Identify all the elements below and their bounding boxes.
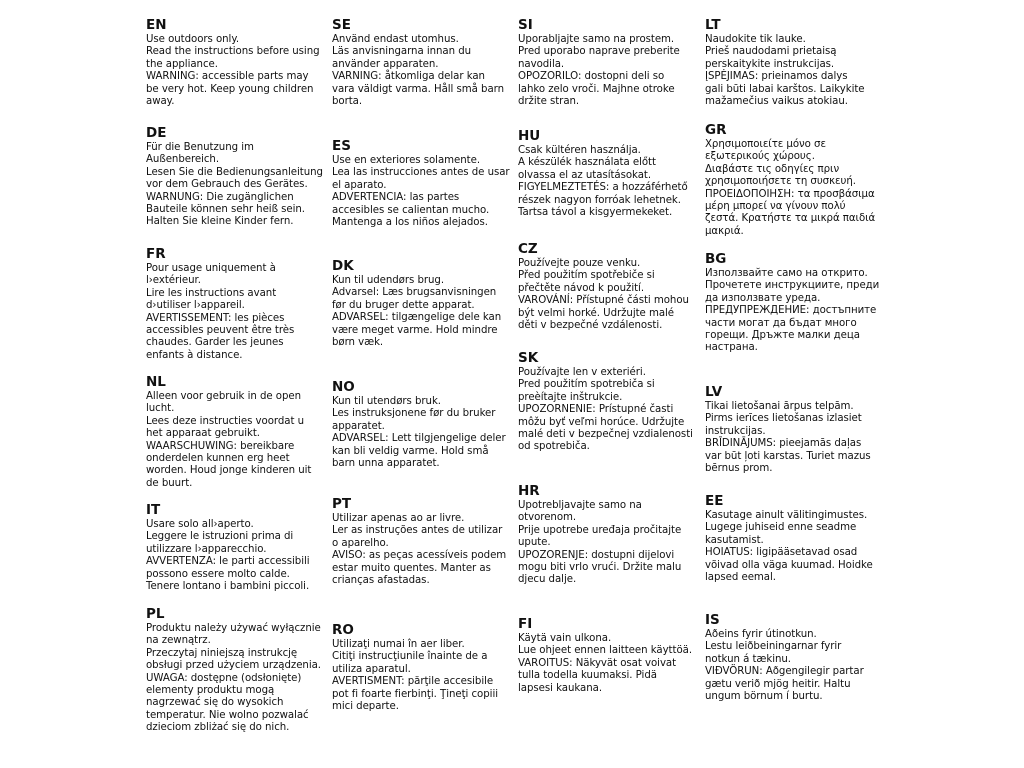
section-en	[146, 17, 324, 108]
language-text: Utilizar apenas ao ar livre. Ler as instruções antes de utilizar o aparelho. AVISO: as peças acessíveis podem estar muito quentes. Manter as crianças afastadas.	[332, 513, 507, 587]
language-text: Kun til utendørs bruk. Les instruksjonene før du bruker apparatet. ADVARSEL: Lett tilgjengelige deler kan bli veldig varme. Hold små barn unna apparatet.	[332, 396, 506, 470]
language-text: Använd endast utomhus. Läs anvisningarna innan du använder apparaten. VARNING: åtkomliga delar kan vara väldigt varma. Håll små barn borta.	[332, 34, 505, 108]
section-lv	[705, 384, 883, 475]
section-fr	[146, 246, 324, 362]
language-code: SK	[518, 350, 539, 366]
section-sk	[518, 350, 696, 454]
language-text: Uporabljajte samo na prostem. Pred uporabo naprave preberite navodila. OPOZORILO: dostopni deli so lahko zelo vroči. Majhne otroke držite stran.	[518, 34, 680, 108]
section-fi	[518, 616, 696, 695]
language-code: CZ	[518, 241, 538, 257]
language-code: EE	[705, 493, 724, 509]
section-hu	[518, 128, 696, 219]
section-bg	[705, 251, 883, 355]
section-nl	[146, 374, 324, 490]
language-code: IT	[146, 502, 161, 518]
language-text: Pour usage uniquement à l›extérieur. Lire les instructions avant d›utiliser l›appareil. AVERTISSEMENT: les pièces accessibles peuvent être très chaudes. Garder les jeunes enfants à distance.	[146, 263, 295, 361]
language-text: Използвайте само на открито. Прочетете инструкциите, преди да използвате уреда. ПРЕДУПРЕЖДЕНИЕ: достъпните части могат да бъдат много горещи. Дръжте малки деца настрана.	[705, 268, 880, 354]
language-text: Aðeins fyrir útinotkun. Lestu leiðbeiningarnar fyrir notkun á tækinu. VIÐVÖRUN: Aðgengilegir partar gætu verið mjög heitir. Haltu ungum börnum í burtu.	[705, 629, 864, 703]
language-code: PL	[146, 606, 165, 622]
language-text: Χρησιμοποιείτε μόνο σε εξωτερικούς χώρους. Διαβάστε τις οδηγίες πριν χρησιμοποιήσετε τη συσκευή. ΠΡΟΕΙΔΟΠΟΙΗΣΗ: τα προσβάσιμα μέρη μπορεί να γίνουν πολύ ζεστά. Κρατήστε τα μικρά παιδιά μακριά.	[705, 139, 876, 237]
section-pl	[146, 606, 324, 735]
language-code: PT	[332, 496, 352, 512]
section-si	[518, 17, 696, 108]
language-code: FR	[146, 246, 166, 262]
language-text: Utilizaţi numai în aer liber. Citiţi instrucţiunile înainte de a utiliza aparatul. AVERTISMENT: părţile accesibile pot fi foarte fierbinţi. Ţineţi copiii mici departe.	[332, 639, 499, 713]
language-text: Für die Benutzung im Außenbereich. Lesen Sie die Bedienungsanleitung vor dem Gebrauch des Gerätes. WARNUNG: Die zugänglichen Bauteile können sehr heiß sein. Halten Sie kleine Kinder fern.	[146, 142, 323, 228]
language-code: IS	[705, 612, 720, 628]
section-pt	[332, 496, 510, 587]
section-cz	[518, 241, 696, 332]
language-code: HR	[518, 483, 540, 499]
section-gr	[705, 122, 883, 238]
language-text: Používajte len v exteriéri. Pred použitím spotrebiča si preèítajte inštrukcie. UPOZORNENIE: Prístupné časti môžu byť veľmi horúce. Udržujte malé deti v bezpečnej vzdialenosti od spotrebiča.	[518, 367, 693, 453]
section-is	[705, 612, 883, 703]
section-hr	[518, 483, 696, 587]
language-text: Kun til udendørs brug. Advarsel: Læs brugsanvisningen før du bruger dette apparat. ADVARSEL: tilgængelige dele kan være meget varme. Hold mindre børn væk.	[332, 275, 502, 349]
language-code: DE	[146, 125, 167, 141]
section-ee	[705, 493, 883, 584]
language-text: Kasutage ainult välitingimustes. Lugege juhiseid enne seadme kasutamist. HOIATUS: ligipääsetavad osad võivad olla väga kuumad. Hoidke lapsed eemal.	[705, 510, 873, 584]
language-text: Upotrebljavajte samo na otvorenom. Prije upotrebe uređaja pročitajte upute. UPOZORENJE: dostupni dijelovi mogu biti vrlo vrući. Držite malu djecu dalje.	[518, 500, 682, 586]
language-code: EN	[146, 17, 167, 33]
language-code: HU	[518, 128, 541, 144]
language-code: GR	[705, 122, 727, 138]
section-ro	[332, 622, 510, 713]
language-text: Naudokite tik lauke. Prieš naudodami prietaisą perskaitykite instrukcijas. ĮSPĖJIMAS: prieinamos dalys gali būti labai karštos. Laikykite mažamečius vaikus atokiau.	[705, 34, 865, 108]
language-code: ES	[332, 138, 351, 154]
section-se	[332, 17, 510, 108]
section-dk	[332, 258, 510, 349]
language-text: Tikai lietošanai ārpus telpām. Pirms ierīces lietošanas izlasiet instrukcijas. BRĪDINĀJUMS: pieejamās daļas var būt ļoti karstas. Turiet mazus bērnus prom.	[705, 401, 871, 475]
language-code: NO	[332, 379, 355, 395]
language-code: LT	[705, 17, 721, 33]
language-code: FI	[518, 616, 533, 632]
section-es	[332, 138, 510, 229]
language-text: Csak kültéren használja. A készülék használata előtt olvassa el az utasításokat. FIGYELMEZTETÉS: a hozzáférhető részek nagyon forróak lehetnek. Tartsa távol a kisgyermekeket.	[518, 145, 688, 219]
section-no	[332, 379, 510, 470]
language-text: Produktu należy używać wyłącznie na zewnątrz. Przeczytaj niniejszą instrukcję obsługi przed użyciem urządzenia. UWAGA: dostępne (odsłonięte) elementy produktu mogą nagrzewać się do wysokich temperatur. Nie wolno pozwalać dzieciom zbliżać się do nich.	[146, 623, 322, 734]
language-text: Käytä vain ulkona. Lue ohjeet ennen laitteen käyttöä. VAROITUS: Näkyvät osat voivat tulla todella kuumaksi. Pidä lapsesi kaukana.	[518, 633, 693, 694]
section-de	[146, 125, 324, 229]
language-text: Use outdoors only. Read the instructions before using the appliance. WARNING: accessible parts may be very hot. Keep young children away.	[146, 34, 320, 108]
language-code: LV	[705, 384, 723, 400]
language-text: Alleen voor gebruik in de open lucht. Lees deze instructies voordat u het apparaat gebruikt. WAARSCHUWING: bereikbare onderdelen kunnen erg heet worden. Houd jonge kinderen uit de buurt.	[146, 391, 312, 489]
section-lt	[705, 17, 883, 108]
language-code: DK	[332, 258, 354, 274]
language-code: RO	[332, 622, 354, 638]
language-code: BG	[705, 251, 727, 267]
section-it	[146, 502, 324, 593]
language-code: SI	[518, 17, 533, 33]
language-text: Use en exteriores solamente. Lea las instrucciones antes de usar el aparato. ADVERTENCIA: las partes accesibles se calientan mucho. Mantenga a los niños alejados.	[332, 155, 510, 229]
language-text: Usare solo all›aperto. Leggere le istruzioni prima di utilizzare l›apparecchio. AVVERTENZA: le parti accessibili possono essere molto calde. Tenere lontano i bambini piccoli.	[146, 519, 310, 593]
language-code: NL	[146, 374, 166, 390]
language-text: Používejte pouze venku. Před použitím spotřebiče si přečtěte návod k použití. VAROVÁNÍ: Přístupné části mohou být velmi horké. Udržujte malé děti v bezpečné vzdálenosti.	[518, 258, 689, 332]
language-code: SE	[332, 17, 351, 33]
